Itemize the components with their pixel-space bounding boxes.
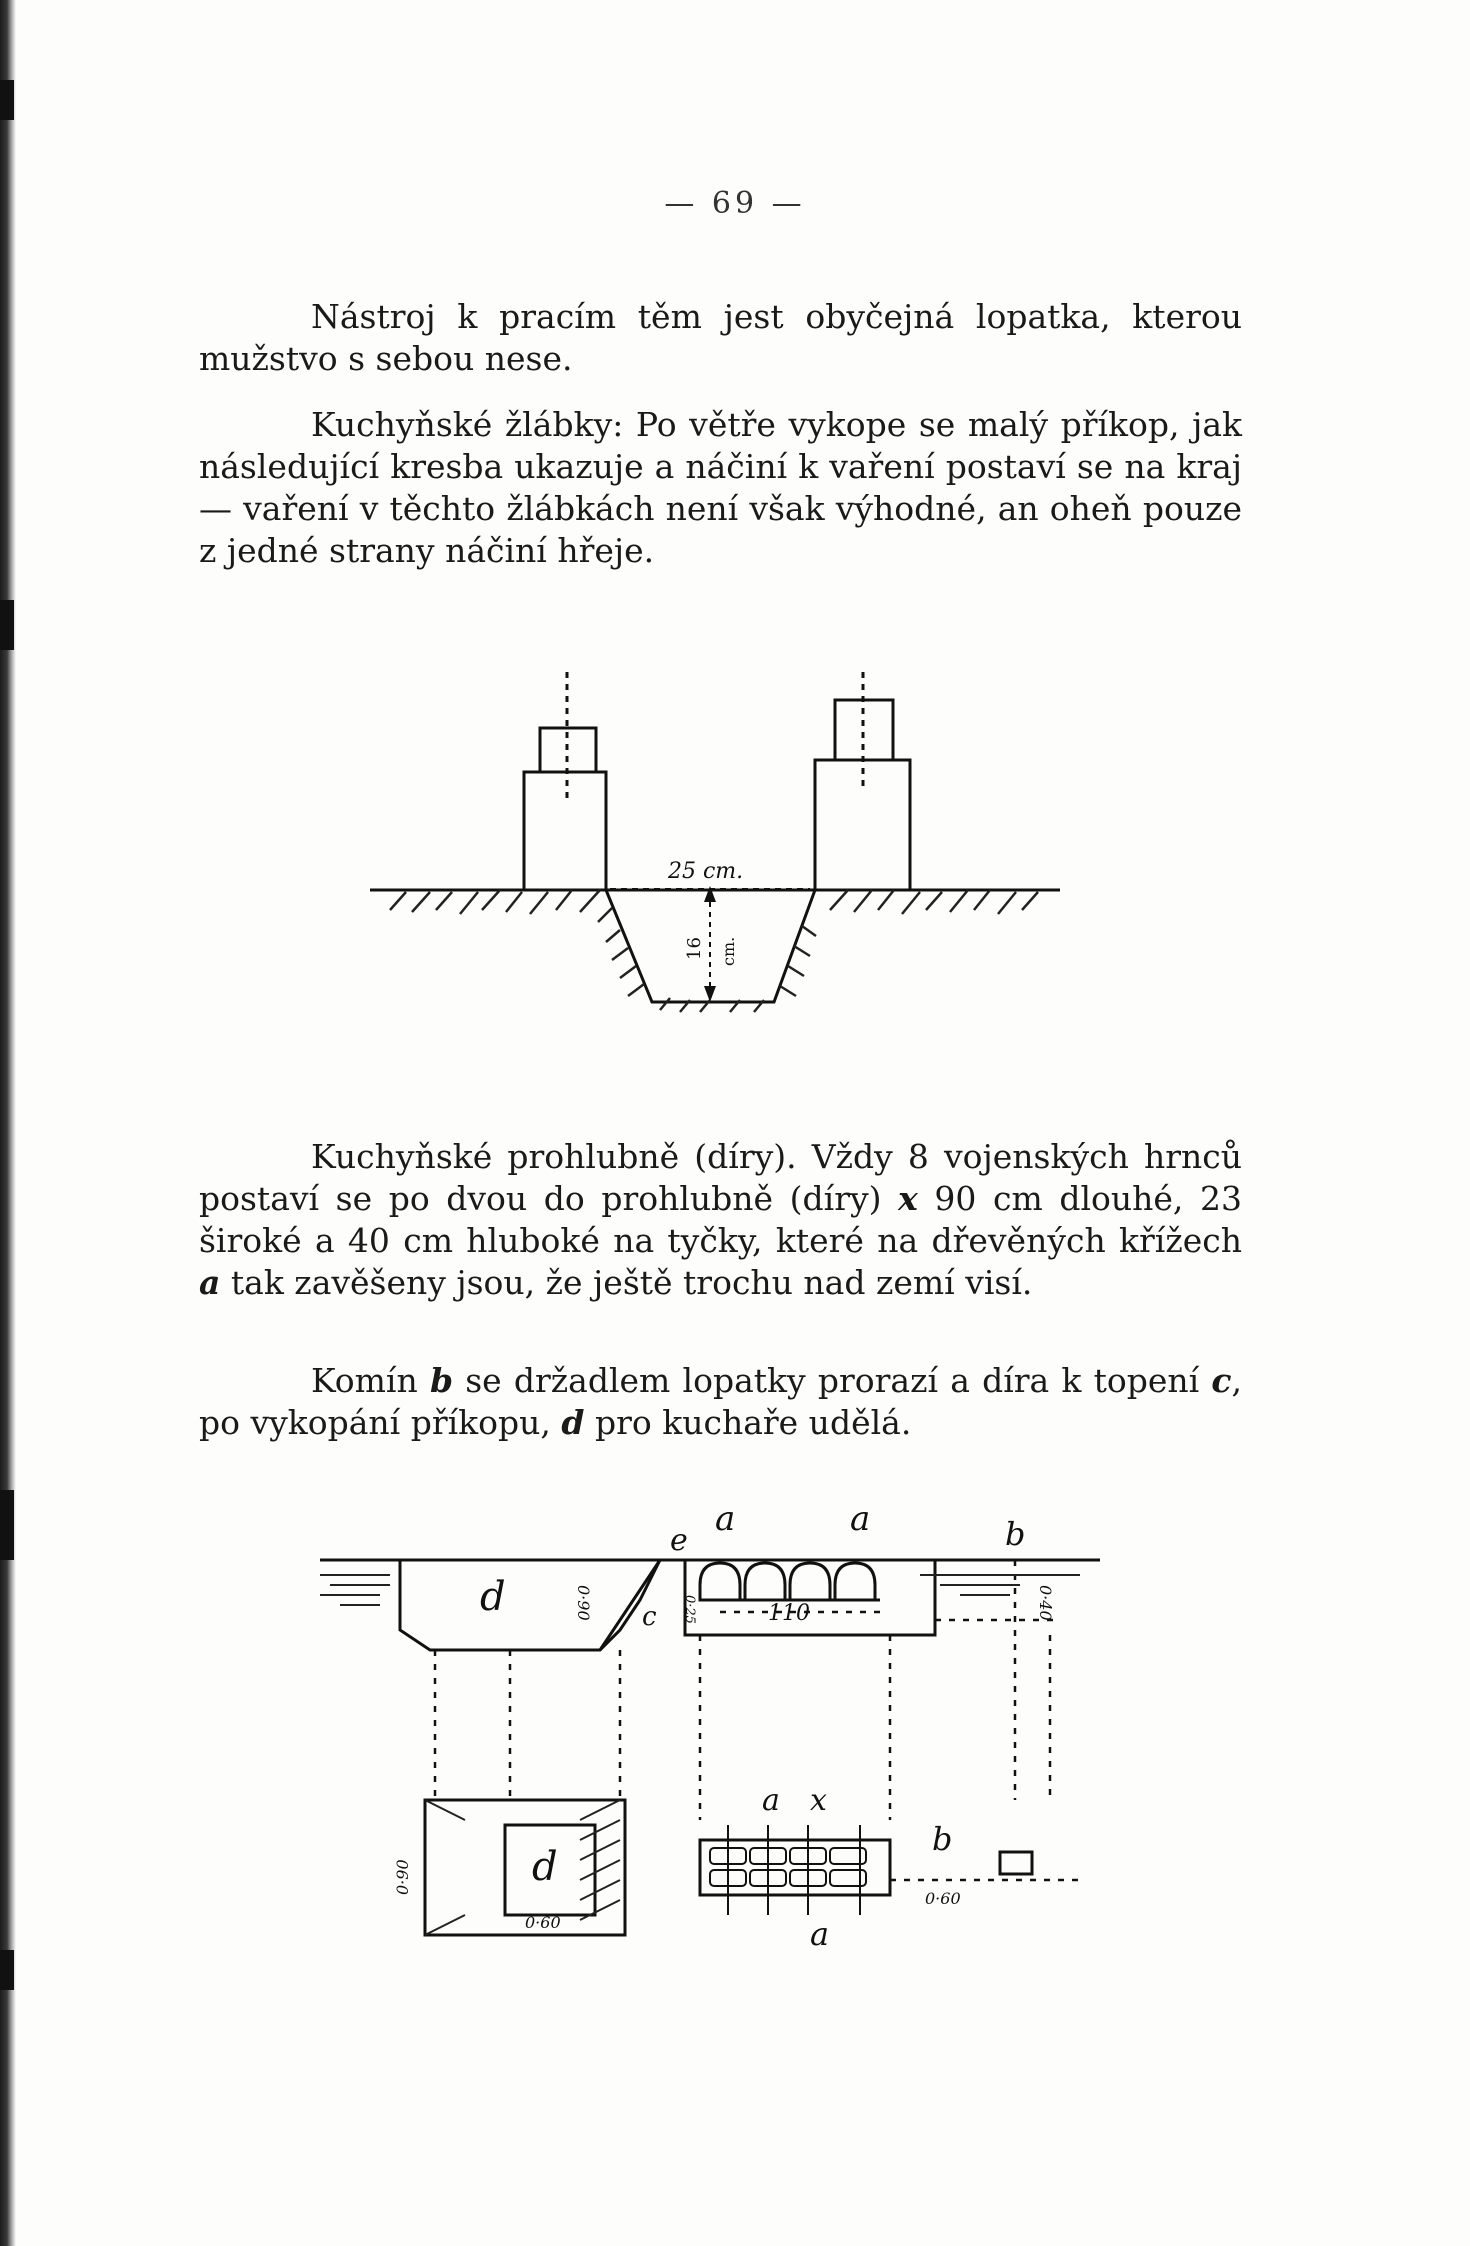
- trench-figure: [370, 660, 1090, 1040]
- paragraph-4-letter-c: c: [1211, 1361, 1232, 1400]
- section-pots: [700, 1563, 875, 1600]
- label-090: 0·90: [574, 1585, 593, 1621]
- paragraph-1: [199, 296, 1242, 380]
- paragraph-2-text: Kuchyňské žlábky: Po větře vykope se malý příkop, jak následující kresba ukazuje a náčiní k vaření postaví se na kraj — vaření v těchto žlábkách není však výhodné, an oheň pouze z jedné strany náčiní hřeje.: [199, 405, 1242, 570]
- trench-width-label: 25 cm.: [668, 859, 744, 884]
- paragraph-1-text: Nástroj k pracím těm jest obyčejná lopatka, kterou mužstvo s sebou nese.: [199, 297, 1242, 378]
- paragraph-4: [199, 1360, 1242, 1444]
- binding-mark: [0, 1950, 14, 1990]
- section-pit-x: [685, 1560, 935, 1635]
- paragraph-4-letter-b: b: [429, 1361, 454, 1400]
- trench-depth-unit: cm.: [719, 936, 738, 966]
- right-pot-body: [815, 760, 910, 890]
- label-110: 110: [768, 1601, 810, 1626]
- label-b-top: b: [1005, 1515, 1026, 1553]
- binding-edge: [0, 0, 16, 2246]
- label-a-bottom: a: [810, 1915, 830, 1953]
- paragraph-4-text-b: se držadlem lopatky prorazí a díra k topení: [453, 1361, 1212, 1400]
- paragraph-3: [199, 1136, 1242, 1304]
- label-a-plan: a: [762, 1783, 780, 1818]
- label-060-b: 0·60: [925, 1889, 961, 1908]
- paragraph-4-text-a: Komín: [311, 1361, 430, 1400]
- kitchen-pit-figure: [320, 1500, 1120, 1980]
- plan-chimney-b: [1000, 1852, 1032, 1874]
- label-d-plan: d: [532, 1844, 558, 1890]
- page-number: — 69 —: [664, 186, 806, 221]
- paragraph-3-text-c: tak zavěšeny jsou, že ještě trochu nad zemí visí.: [220, 1263, 1033, 1302]
- binding-mark: [0, 600, 14, 650]
- label-b-plan: b: [932, 1820, 953, 1858]
- binding-mark: [0, 80, 14, 120]
- paragraph-3-letter-x: x: [898, 1179, 918, 1218]
- paragraph-4-letter-d: d: [561, 1403, 585, 1442]
- trench-depth-label: 16: [684, 937, 705, 960]
- paragraph-4-text-d: pro kuchaře udělá.: [584, 1403, 912, 1442]
- label-c: c: [642, 1602, 657, 1632]
- label-d-top: d: [480, 1574, 506, 1620]
- label-040: 0·40: [1036, 1585, 1055, 1621]
- left-pot-body: [524, 772, 606, 890]
- paragraph-3-text-a: Kuchyňské prohlubně (díry). Vždy 8 vojenských hrnců postaví se po dvou do prohlubně (díry): [199, 1137, 1242, 1218]
- label-e: e: [670, 1523, 688, 1558]
- label-a-left: a: [715, 1500, 736, 1539]
- label-x-plan: x: [810, 1783, 827, 1818]
- label-a-right: a: [850, 1500, 871, 1539]
- label-090-plan: 0·90: [393, 1859, 412, 1895]
- paragraph-3-text-b: 90 cm dlouhé, 23 široké a 40 cm hluboké na tyčky, které na dřevěných křížech: [199, 1179, 1242, 1260]
- binding-mark: [0, 1490, 14, 1560]
- paragraph-2: [199, 404, 1242, 572]
- ground-hatching: [390, 890, 1038, 1012]
- section-pit-d: [400, 1560, 660, 1650]
- paragraph-3-letter-a: a: [199, 1263, 221, 1302]
- label-025: 0·25: [682, 1595, 697, 1624]
- paragraph-4-text-c: , po vykopání příkopu,: [199, 1361, 1242, 1442]
- label-060-d: 0·60: [525, 1913, 561, 1932]
